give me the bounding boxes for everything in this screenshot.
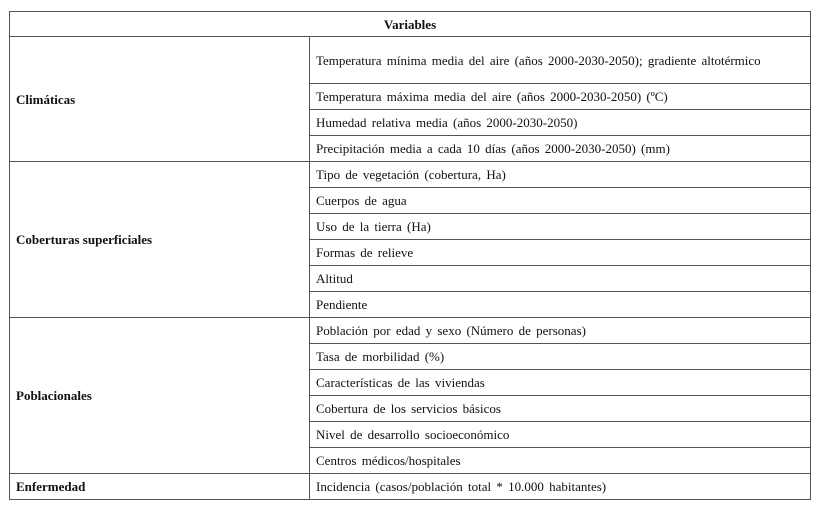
- variable-cell: Incidencia (casos/población total * 10.000 habitantes): [310, 474, 811, 500]
- variable-cell: Cuerpos de agua: [310, 188, 811, 214]
- variable-cell: Tipo de vegetación (cobertura, Ha): [310, 162, 811, 188]
- variable-cell: Temperatura máxima media del aire (años 2000-2030-2050) (ºC): [310, 84, 811, 110]
- variable-cell: Pendiente: [310, 292, 811, 318]
- variable-cell: Tasa de morbilidad (%): [310, 344, 811, 370]
- category-poblacionales: Poblacionales: [10, 318, 310, 474]
- variable-cell: Formas de relieve: [310, 240, 811, 266]
- variables-table: [9, 11, 811, 500]
- variable-cell: Características de las viviendas: [310, 370, 811, 396]
- category-coberturas-superficiales: Coberturas superficiales: [10, 162, 310, 318]
- variable-cell: Población por edad y sexo (Número de personas): [310, 318, 811, 344]
- category-climaticas: Climáticas: [10, 37, 310, 162]
- category-enfermedad: Enfermedad: [10, 474, 310, 500]
- variable-cell: Centros médicos/hospitales: [310, 448, 811, 474]
- variable-cell: Temperatura mínima media del aire (años 2000-2030-2050); gradiente altotérmico: [310, 37, 811, 84]
- table-row: [10, 162, 811, 188]
- table-row: [10, 37, 811, 84]
- table-header: Variables: [10, 12, 811, 37]
- variable-cell: Nivel de desarrollo socioeconómico: [310, 422, 811, 448]
- variable-cell: Precipitación media a cada 10 días (años 2000-2030-2050) (mm): [310, 136, 811, 162]
- header-row: [10, 12, 811, 37]
- table-row: [10, 474, 811, 500]
- variable-cell: Altitud: [310, 266, 811, 292]
- variable-cell: Uso de la tierra (Ha): [310, 214, 811, 240]
- variable-cell: Humedad relativa media (años 2000-2030-2050): [310, 110, 811, 136]
- variable-cell: Cobertura de los servicios básicos: [310, 396, 811, 422]
- table-row: [10, 318, 811, 344]
